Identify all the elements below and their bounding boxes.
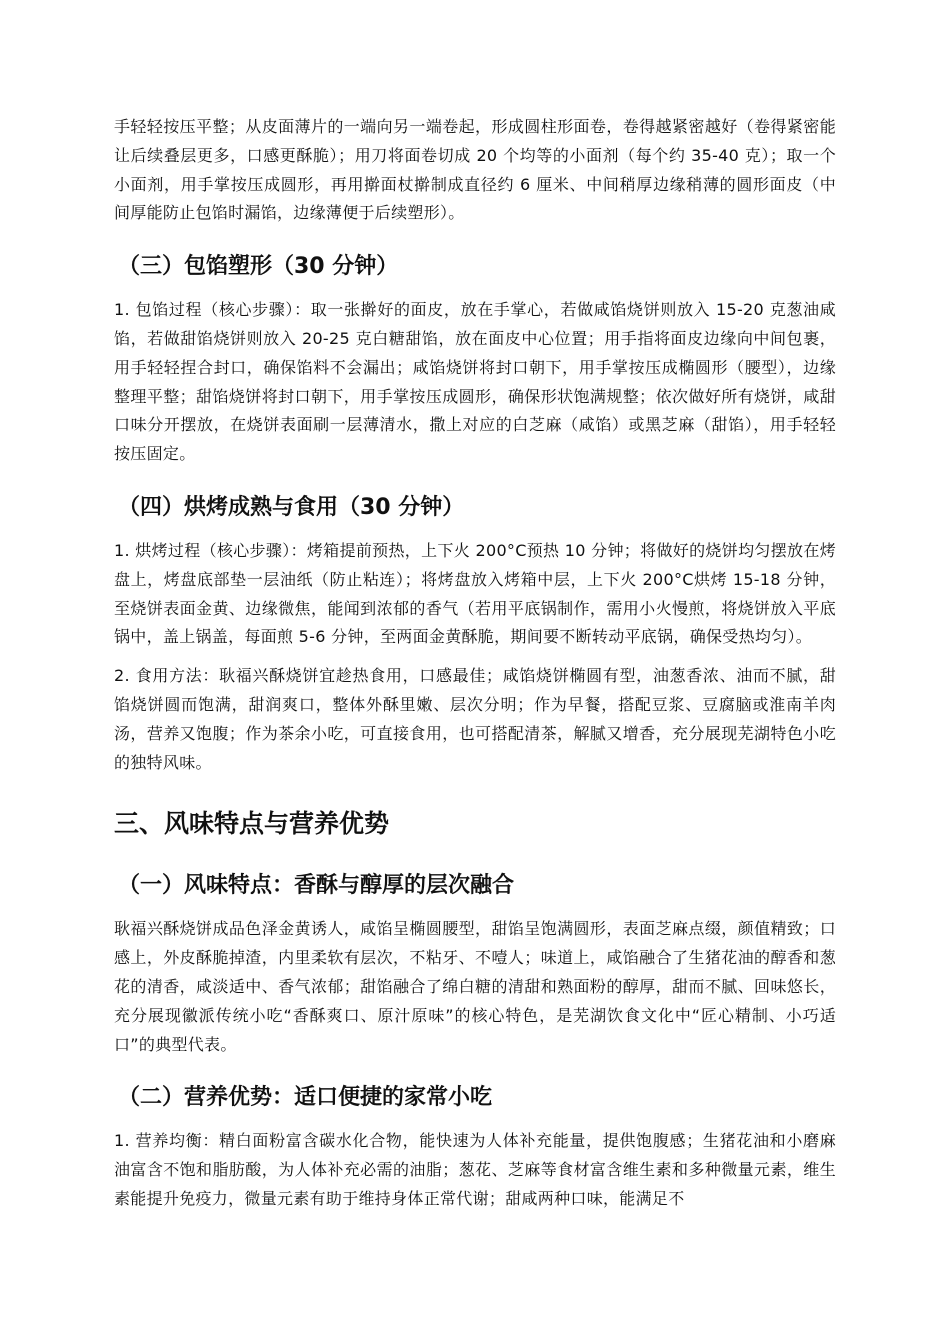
document-page bbox=[114, 113, 836, 1214]
heading-wrap-filling: （三）包馅塑形（30 分钟） bbox=[118, 254, 399, 280]
paragraph-nutrition: 1. 营养均衡：精白面粉富含碳水化合物，能快速为人体补充能量，提供饱腹感；生猪花油和小磨麻油富含不饱和脂肪酸，为人体补充必需的油脂；葱花、芝麻等食材富含维生素和多种微量元素，维生素能提升免疫力，微量元素有助于维持身体正常代谢；甜咸两种口味，能满足不 bbox=[114, 1131, 836, 1208]
paragraph-bake-process: 1. 烘烤过程（核心步骤）：烤箱提前预热，上下火 200°C预热 10 分钟；将做好的烧饼均匀摆放在烤盘上，烤盘底部垫一层油纸（防止粘连）；将烤盘放入烤箱中层，上下火 200°C烘烤 15-18 分钟，至烧饼表面金黄、边缘微焦，能闻到浓郁的香气（若用平底锅制作，需用小火慢煎，将烧饼放入平底锅中，盖上锅盖，每面煎 5-6 分钟，至两面金黄酥脆，期间要不断转动平底锅，确保受热均匀）。 bbox=[114, 540, 836, 647]
paragraph-rolling-dough: 手轻轻按压平整；从皮面薄片的一端向另一端卷起，形成圆柱形面卷，卷得越紧密越好（卷得紧密能让后续叠层更多，口感更酥脆）；用刀将面卷切成 20 个均等的小面剂（每个约 35-40 克）；取一个小面剂，用手掌按压成圆形，再用擀面杖擀制成直径约 6 厘米、中间稍厚边缘稍薄的圆形面皮（中间厚能防止包馅时漏馅，边缘薄便于后续塑形）。 bbox=[114, 117, 836, 223]
heading-bake-serve: （四）烘烤成熟与食用（30 分钟） bbox=[118, 494, 465, 520]
heading-flavor: （一）风味特点：香酥与醇厚的层次融合 bbox=[118, 873, 515, 899]
section-heading-flavor-nutrition: 三、风味特点与营养优势 bbox=[114, 809, 390, 839]
heading-nutrition: （二）营养优势：适口便捷的家常小吃 bbox=[118, 1085, 493, 1111]
paragraph-wrap-process: 1. 包馅过程（核心步骤）：取一张擀好的面皮，放在手掌心，若做咸馅烧饼则放入 15-20 克葱油咸馅，若做甜馅烧饼则放入 20-25 克白糖甜馅，放在面皮中心位置；用手指将面皮边缘向中间包裹，用手轻轻捏合封口，确保馅料不会漏出；咸馅烧饼将封口朝下，用手掌按压成椭圆形（腰型），边缘整理平整；甜馅烧饼将封口朝下，用手掌按压成圆形，确保形状饱满规整；依次做好所有烧饼，咸甜口味分开摆放，在烧饼表面刷一层薄清水，撒上对应的白芝麻（咸馅）或黑芝麻（甜馅），用手轻轻按压固定。 bbox=[114, 300, 836, 464]
paragraph-serving-method: 2. 食用方法：耿福兴酥烧饼宜趁热食用，口感最佳；咸馅烧饼椭圆有型，油葱香浓、油而不腻，甜馅烧饼圆而饱满，甜润爽口，整体外酥里嫩、层次分明；作为早餐，搭配豆浆、豆腐脑或淮南羊肉汤，营养又饱腹；作为茶余小吃，可直接食用，也可搭配清茶，解腻又增香，充分展现芜湖特色小吃的独特风味。 bbox=[114, 666, 836, 772]
paragraph-flavor: 耿福兴酥烧饼成品色泽金黄诱人，咸馅呈椭圆腰型，甜馅呈饱满圆形，表面芝麻点缀，颜值精致；口感上，外皮酥脆掉渣，内里柔软有层次，不粘牙、不噎人；味道上，咸馅融合了生猪花油的醇香和葱花的清香，咸淡适中、香气浓郁；甜馅融合了绵白糖的清甜和熟面粉的醇厚，甜而不腻、回味悠长，充分展现徽派传统小吃“香酥爽口、原汁原味”的核心特色，是芜湖饮食文化中“匠心精制、小巧适口”的典型代表。 bbox=[114, 919, 836, 1054]
